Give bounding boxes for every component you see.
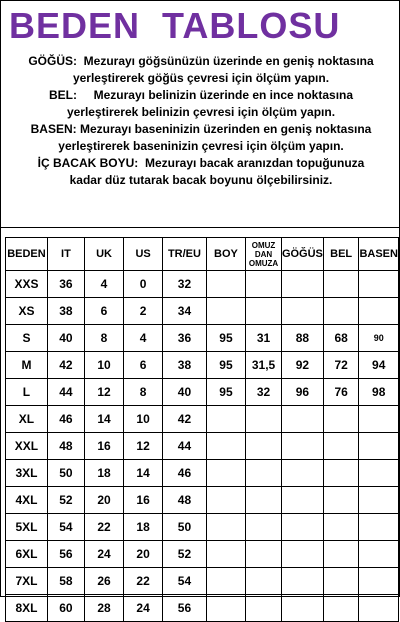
table-cell xyxy=(359,514,399,541)
table-cell: 88 xyxy=(281,325,323,352)
table-cell xyxy=(206,514,245,541)
table-cell: 95 xyxy=(206,325,245,352)
table-cell: 12 xyxy=(84,379,123,406)
table-cell xyxy=(323,433,358,460)
instruction-line: GÖĞÜS: Mezurayı göğsünüzün üzerinde en geniş noktasına xyxy=(28,54,374,68)
table-cell: 8 xyxy=(84,325,123,352)
table-cell: 0 xyxy=(124,271,163,298)
table-cell: 52 xyxy=(47,487,84,514)
table-cell: XL xyxy=(6,406,48,433)
table-cell xyxy=(246,514,282,541)
table-cell: 5XL xyxy=(6,514,48,541)
table-cell xyxy=(281,271,323,298)
table-cell: 92 xyxy=(281,352,323,379)
table-cell xyxy=(359,487,399,514)
table-cell xyxy=(246,406,282,433)
instruction-line: yerleştirerek baseninizin çevresi için ölçüm yapın. xyxy=(58,139,344,153)
table-cell: 44 xyxy=(47,379,84,406)
table-cell xyxy=(206,298,245,325)
table-cell xyxy=(206,541,245,568)
table-cell: 14 xyxy=(124,460,163,487)
table-cell xyxy=(206,433,245,460)
table-cell: 4 xyxy=(124,325,163,352)
table-cell: XXL xyxy=(6,433,48,460)
table-cell: 2 xyxy=(124,298,163,325)
table-row xyxy=(6,541,399,568)
table-cell: 31,5 xyxy=(246,352,282,379)
table-cell xyxy=(323,514,358,541)
table-cell xyxy=(323,487,358,514)
instruction-line: yerleştirerek belinizin çevresi için ölçüm yapın. xyxy=(66,105,336,119)
table-cell xyxy=(246,487,282,514)
column-header: IT xyxy=(47,238,84,271)
instruction-line: kadar düz tutarak bacak boyunu ölçebilirsiniz. xyxy=(69,173,333,187)
table-cell: 42 xyxy=(47,352,84,379)
table-cell: 6 xyxy=(84,298,123,325)
table-row xyxy=(6,352,399,379)
column-header: BOY xyxy=(206,238,245,271)
instruction-line: İÇ BACAK BOYU: Mezurayı bacak aranızdan topuğunuza xyxy=(37,156,365,170)
table-cell: 32 xyxy=(246,379,282,406)
table-cell xyxy=(281,460,323,487)
table-cell: 90 xyxy=(359,325,399,352)
table-cell: 26 xyxy=(84,568,123,595)
size-table xyxy=(5,237,399,622)
table-cell xyxy=(323,406,358,433)
table-cell: 7XL xyxy=(6,568,48,595)
column-header: OMUZ DAN OMUZA xyxy=(246,238,282,271)
table-cell xyxy=(323,271,358,298)
table-cell: 60 xyxy=(47,595,84,622)
table-cell: 96 xyxy=(281,379,323,406)
table-cell: 40 xyxy=(163,379,207,406)
table-cell xyxy=(246,298,282,325)
table-cell: 54 xyxy=(47,514,84,541)
table-cell: M xyxy=(6,352,48,379)
table-cell: 8 xyxy=(124,379,163,406)
table-cell xyxy=(246,433,282,460)
section-divider xyxy=(1,227,400,228)
table-cell: 38 xyxy=(47,298,84,325)
table-cell: 38 xyxy=(163,352,207,379)
table-cell: XXS xyxy=(6,271,48,298)
table-row xyxy=(6,406,399,433)
column-header: US xyxy=(124,238,163,271)
table-cell xyxy=(359,406,399,433)
column-header: BEDEN xyxy=(6,238,48,271)
table-row xyxy=(6,568,399,595)
table-body xyxy=(6,271,399,622)
instruction-line: BASEN: Mezurayı baseninizin üzerinden en geniş noktasına xyxy=(30,122,372,136)
table-cell: L xyxy=(6,379,48,406)
table-cell xyxy=(206,406,245,433)
table-cell: 32 xyxy=(163,271,207,298)
table-cell xyxy=(281,433,323,460)
table-cell xyxy=(246,460,282,487)
measurement-instructions xyxy=(1,53,400,189)
table-cell: 16 xyxy=(124,487,163,514)
table-cell: 54 xyxy=(163,568,207,595)
table-cell: 48 xyxy=(47,433,84,460)
table-cell: 46 xyxy=(47,406,84,433)
table-cell: 12 xyxy=(124,433,163,460)
table-cell: 56 xyxy=(163,595,207,622)
table-cell xyxy=(359,568,399,595)
table-row xyxy=(6,514,399,541)
column-header: UK xyxy=(84,238,123,271)
table-cell xyxy=(246,595,282,622)
table-header-row xyxy=(6,238,399,271)
table-cell: 95 xyxy=(206,379,245,406)
table-cell xyxy=(359,271,399,298)
table-row xyxy=(6,325,399,352)
table-cell: 72 xyxy=(323,352,358,379)
table-cell xyxy=(359,595,399,622)
table-cell: 4XL xyxy=(6,487,48,514)
table-cell xyxy=(281,406,323,433)
table-cell: 48 xyxy=(163,487,207,514)
table-cell: 42 xyxy=(163,406,207,433)
instruction-line: BEL: Mezurayı belinizin üzerinde en ince noktasına xyxy=(48,88,354,102)
table-cell: 10 xyxy=(124,406,163,433)
table-cell xyxy=(281,487,323,514)
table-cell xyxy=(246,568,282,595)
page-title: BEDEN TABLOSU xyxy=(9,5,341,46)
table-cell: 3XL xyxy=(6,460,48,487)
table-cell: 31 xyxy=(246,325,282,352)
table-cell: 44 xyxy=(163,433,207,460)
table-cell xyxy=(323,460,358,487)
table-cell: 16 xyxy=(84,433,123,460)
table-cell: 68 xyxy=(323,325,358,352)
table-cell: 36 xyxy=(163,325,207,352)
table-cell xyxy=(206,460,245,487)
table-cell xyxy=(359,433,399,460)
table-cell: 52 xyxy=(163,541,207,568)
table-cell: 24 xyxy=(124,595,163,622)
table-cell xyxy=(206,487,245,514)
table-cell xyxy=(281,541,323,568)
table-cell: 6 xyxy=(124,352,163,379)
table-cell: 56 xyxy=(47,541,84,568)
table-cell xyxy=(281,568,323,595)
table-cell xyxy=(246,271,282,298)
table-cell: XS xyxy=(6,298,48,325)
instruction-line: yerleştirerek göğüs çevresi için ölçüm yapın. xyxy=(72,71,330,85)
table-cell xyxy=(281,514,323,541)
table-cell xyxy=(323,568,358,595)
table-row xyxy=(6,298,399,325)
table-cell: 20 xyxy=(84,487,123,514)
table-cell xyxy=(206,271,245,298)
table-cell: 76 xyxy=(323,379,358,406)
table-cell: 22 xyxy=(84,514,123,541)
table-cell: 4 xyxy=(84,271,123,298)
table-cell: 50 xyxy=(163,514,207,541)
table-cell: 46 xyxy=(163,460,207,487)
column-header: TR/EU xyxy=(163,238,207,271)
table-cell: 34 xyxy=(163,298,207,325)
table-row xyxy=(6,271,399,298)
column-header: BASEN xyxy=(359,238,399,271)
table-cell: 14 xyxy=(84,406,123,433)
table-cell: 22 xyxy=(124,568,163,595)
table-cell xyxy=(323,298,358,325)
table-cell: 98 xyxy=(359,379,399,406)
table-cell: 40 xyxy=(47,325,84,352)
table-row xyxy=(6,595,399,622)
table-cell: 28 xyxy=(84,595,123,622)
table-row xyxy=(6,487,399,514)
table-cell: 36 xyxy=(47,271,84,298)
table-cell: 58 xyxy=(47,568,84,595)
table-cell xyxy=(206,568,245,595)
column-header: GÖĞÜS xyxy=(281,238,323,271)
table-cell xyxy=(359,298,399,325)
table-row xyxy=(6,433,399,460)
table-row xyxy=(6,460,399,487)
table-cell xyxy=(323,541,358,568)
table-cell: 50 xyxy=(47,460,84,487)
table-row xyxy=(6,379,399,406)
table-cell xyxy=(359,541,399,568)
table-cell: 20 xyxy=(124,541,163,568)
table-cell: 94 xyxy=(359,352,399,379)
table-cell xyxy=(246,541,282,568)
table-cell: 24 xyxy=(84,541,123,568)
table-cell: 10 xyxy=(84,352,123,379)
table-cell: 95 xyxy=(206,352,245,379)
table-cell xyxy=(281,298,323,325)
column-header: BEL xyxy=(323,238,358,271)
table-cell: S xyxy=(6,325,48,352)
table-cell xyxy=(323,595,358,622)
table-cell: 18 xyxy=(124,514,163,541)
table-cell xyxy=(206,595,245,622)
table-cell: 6XL xyxy=(6,541,48,568)
table-cell xyxy=(359,460,399,487)
table-cell: 8XL xyxy=(6,595,48,622)
table-cell xyxy=(281,595,323,622)
table-cell: 18 xyxy=(84,460,123,487)
